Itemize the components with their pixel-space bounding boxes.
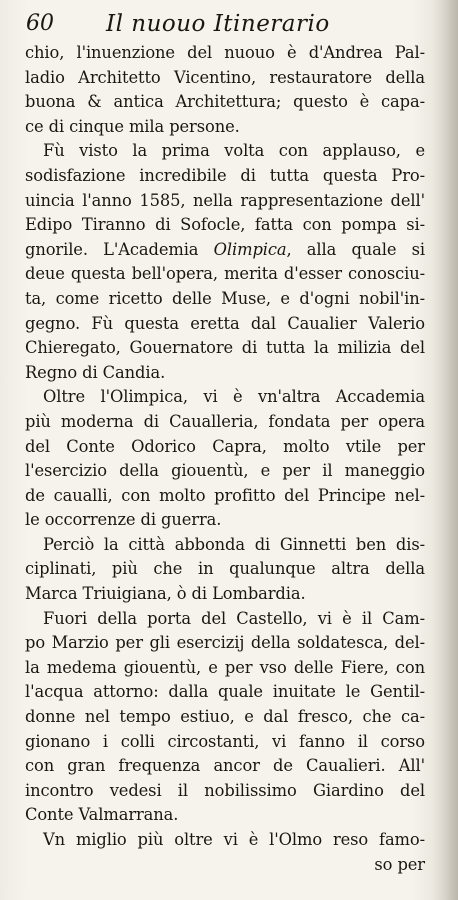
text-line: donne nel tempo estiuo, e dal fresco, che ca- — [25, 707, 425, 727]
page-number: 60 — [26, 11, 54, 36]
text-line: ciplinati, più che in qualunque altra della — [25, 559, 425, 579]
text-line: Perciò la città abbonda di Ginnetti ben dis- — [43, 534, 425, 554]
text-line: con gran frequenza ancor de Caualieri. All' — [25, 756, 425, 776]
text-line: del Conte Odorico Capra, molto vtile per — [25, 436, 425, 456]
text-line: più moderna di Caualleria, fondata per opera — [25, 411, 425, 431]
text-fragment: , alla quale si — [286, 239, 425, 259]
page-header — [26, 10, 428, 40]
catchword: so per — [374, 854, 425, 874]
text-line: ladio Architetto Vicentino, restauratore della — [25, 67, 425, 87]
text-line: la medema giouentù, e per vso delle Fiere, con — [25, 657, 425, 677]
text-line: buona & antica Architettura; questo è capa- — [25, 92, 425, 112]
text-line: Chieregato, Gouernatore di tutta la milizia del — [25, 338, 425, 358]
text-line: le occorrenze di guerra. — [25, 510, 222, 530]
text-line: Fuori della porta del Castello, vi è il Cam- — [43, 608, 425, 628]
text-line: Fù visto la prima volta con applauso, e — [43, 141, 425, 161]
page-gutter-shadow — [432, 0, 458, 900]
text-line: Edipo Tiranno di Sofocle, fatta con pompa si- — [25, 215, 425, 235]
body-text — [25, 41, 425, 877]
text-line: gionano i colli circostanti, vi fanno il corso — [25, 731, 425, 751]
running-title: Il nuouo Itinerario — [106, 11, 330, 37]
text-line: uincia l'anno 1585, nella rappresentazione dell' — [25, 190, 425, 210]
text-line: chio, l'inuenzione del nuouo è d'Andrea Pal- — [25, 43, 425, 62]
text-line: ce di cinque mila persone. — [25, 116, 240, 136]
text-line: Oltre l'Olimpica, vi è vn'altra Accademia — [43, 387, 425, 407]
text-line: Regno di Candia. — [25, 362, 166, 382]
text-line — [25, 238, 425, 263]
text-line: l'acqua attorno: dalla quale inuitate le Gentil- — [25, 682, 425, 702]
text-line: incontro vedesi il nobilissimo Giardino del — [25, 780, 425, 800]
text-line: gegno. Fù questa eretta dal Caualier Valerio — [25, 313, 425, 333]
text-line: de caualli, con molto profitto del Principe nel- — [25, 485, 425, 505]
text-line: Vn miglio più oltre vi è l'Olmo reso famo- — [43, 830, 425, 849]
text-line: deue questa bell'opera, merita d'esser conosciu- — [25, 264, 425, 284]
text-fragment: gnorile. L'Academia — [25, 239, 214, 259]
text-line: Conte Valmarrana. — [25, 805, 179, 825]
text-line: ta, come ricetto delle Muse, e d'ogni nobil'in- — [25, 288, 425, 308]
text-line: Marca Triuigiana, ò di Lombardia. — [25, 584, 306, 604]
text-line: po Marzio per gli esercizij della soldatesca, del- — [25, 633, 425, 653]
text-line: l'esercizio della giouentù, e per il maneggio — [25, 461, 425, 481]
text-line: sodisfazione incredibile di tutta questa Pro- — [25, 165, 425, 185]
italic-word: Olimpica — [213, 239, 287, 259]
